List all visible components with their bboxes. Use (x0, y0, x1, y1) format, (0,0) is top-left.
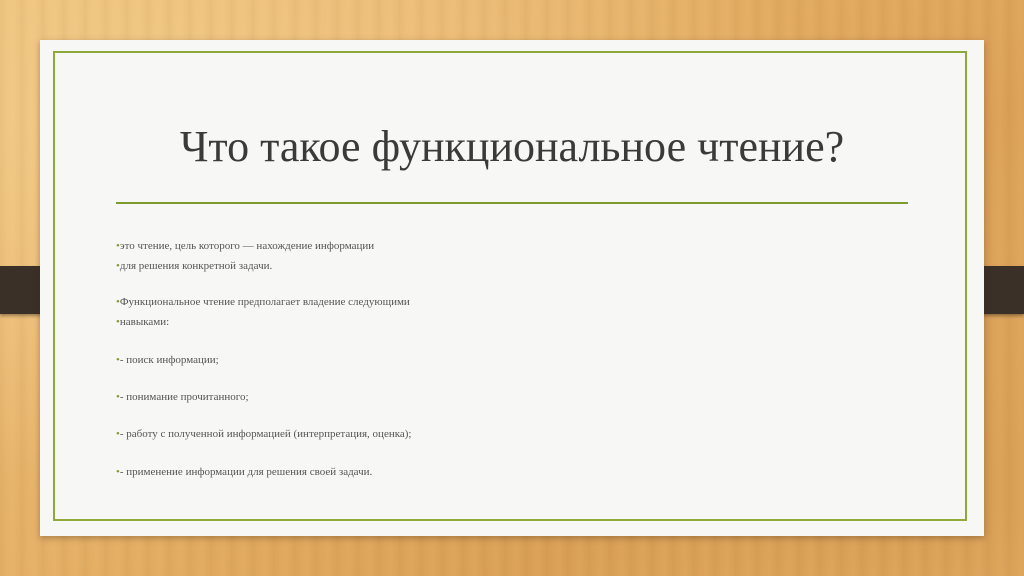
bullet-icon: • (116, 260, 120, 272)
bullet-line: •- работу с полученной информацией (интерпретация, оценка); (116, 428, 412, 440)
bullet-line: •навыками: (116, 316, 170, 328)
title-underline (116, 202, 908, 204)
bullet-icon: • (116, 391, 120, 403)
bullet-line: •- понимание прочитанного; (116, 391, 249, 403)
bullet-icon: • (116, 240, 120, 252)
bullet-line: •- поиск информации; (116, 354, 219, 366)
bullet-line: •для решения конкретной задачи. (116, 260, 273, 272)
bullet-line: •это чтение, цель которого — нахождение информации (116, 240, 375, 252)
bullet-icon: • (116, 296, 120, 308)
bullet-icon: • (116, 428, 120, 440)
bullet-line: •Функциональное чтение предполагает владение следующими (116, 296, 410, 308)
bullet-icon: • (116, 316, 120, 328)
slide-card (40, 40, 984, 536)
slide-title: Что такое функциональное чтение? (179, 122, 845, 171)
bullet-icon: • (116, 354, 120, 366)
bullet-icon: • (116, 466, 120, 478)
bullet-line: •- применение информации для решения своей задачи. (116, 466, 373, 478)
